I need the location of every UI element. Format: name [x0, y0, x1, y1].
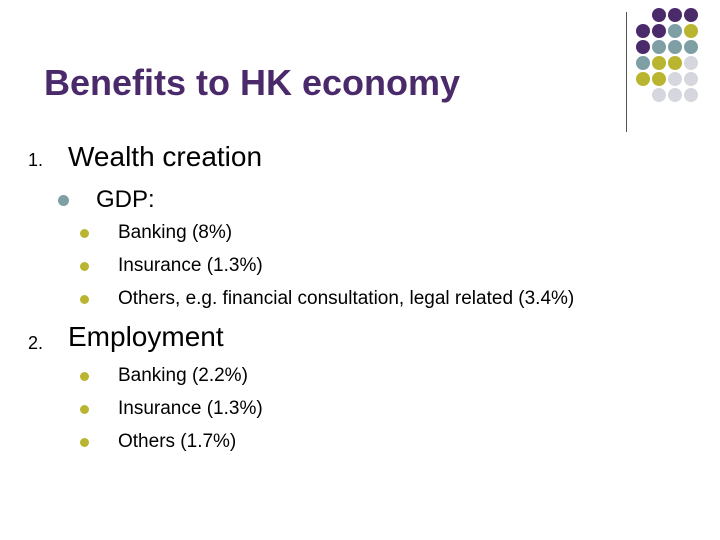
decorative-dot — [636, 56, 650, 70]
section-2-item-2: Insurance (1.3%) — [118, 398, 263, 419]
decorative-dot — [636, 72, 650, 86]
decorative-dot — [668, 88, 682, 102]
decorative-dot-grid — [636, 8, 720, 148]
bullet-icon — [80, 295, 89, 304]
section-1-item-3: Others, e.g. financial consultation, legal related (3.4%) — [118, 288, 575, 309]
section-1-item-2: Insurance (1.3%) — [118, 255, 263, 276]
decorative-dot — [684, 8, 698, 22]
bullet-icon — [58, 195, 69, 206]
decorative-dot — [668, 56, 682, 70]
section-2-heading: Employment — [68, 321, 224, 352]
decorative-dot — [636, 24, 650, 38]
decorative-dot — [684, 24, 698, 38]
decorative-dot — [684, 72, 698, 86]
section-1-item-1: Banking (8%) — [118, 222, 233, 243]
decorative-dot — [684, 56, 698, 70]
bullet-icon — [80, 438, 89, 447]
decorative-dot — [652, 88, 666, 102]
bullet-icon — [80, 262, 89, 271]
section-2-item-1: Banking (2.2%) — [118, 365, 248, 386]
decorative-dot — [652, 56, 666, 70]
decorative-dot — [652, 72, 666, 86]
decorative-dot — [684, 88, 698, 102]
decorative-dot — [668, 72, 682, 86]
decorative-dot — [668, 40, 682, 54]
decorative-dot — [652, 24, 666, 38]
section-2-number: 2. — [28, 333, 44, 353]
bullet-icon — [80, 372, 89, 381]
section-2-item-3: Others (1.7%) — [118, 431, 237, 452]
decorative-dot — [652, 40, 666, 54]
divider-line — [626, 12, 627, 132]
section-1-subheading: GDP: — [96, 186, 155, 213]
decorative-dot — [636, 40, 650, 54]
decorative-dot — [668, 8, 682, 22]
section-1-number: 1. — [28, 150, 44, 170]
bullet-icon — [80, 229, 89, 238]
decorative-dot — [668, 24, 682, 38]
section-1-heading: Wealth creation — [68, 141, 263, 172]
bullet-icon — [80, 405, 89, 414]
decorative-dot — [684, 40, 698, 54]
slide-title: Benefits to HK economy — [44, 62, 461, 103]
decorative-dot — [652, 8, 666, 22]
